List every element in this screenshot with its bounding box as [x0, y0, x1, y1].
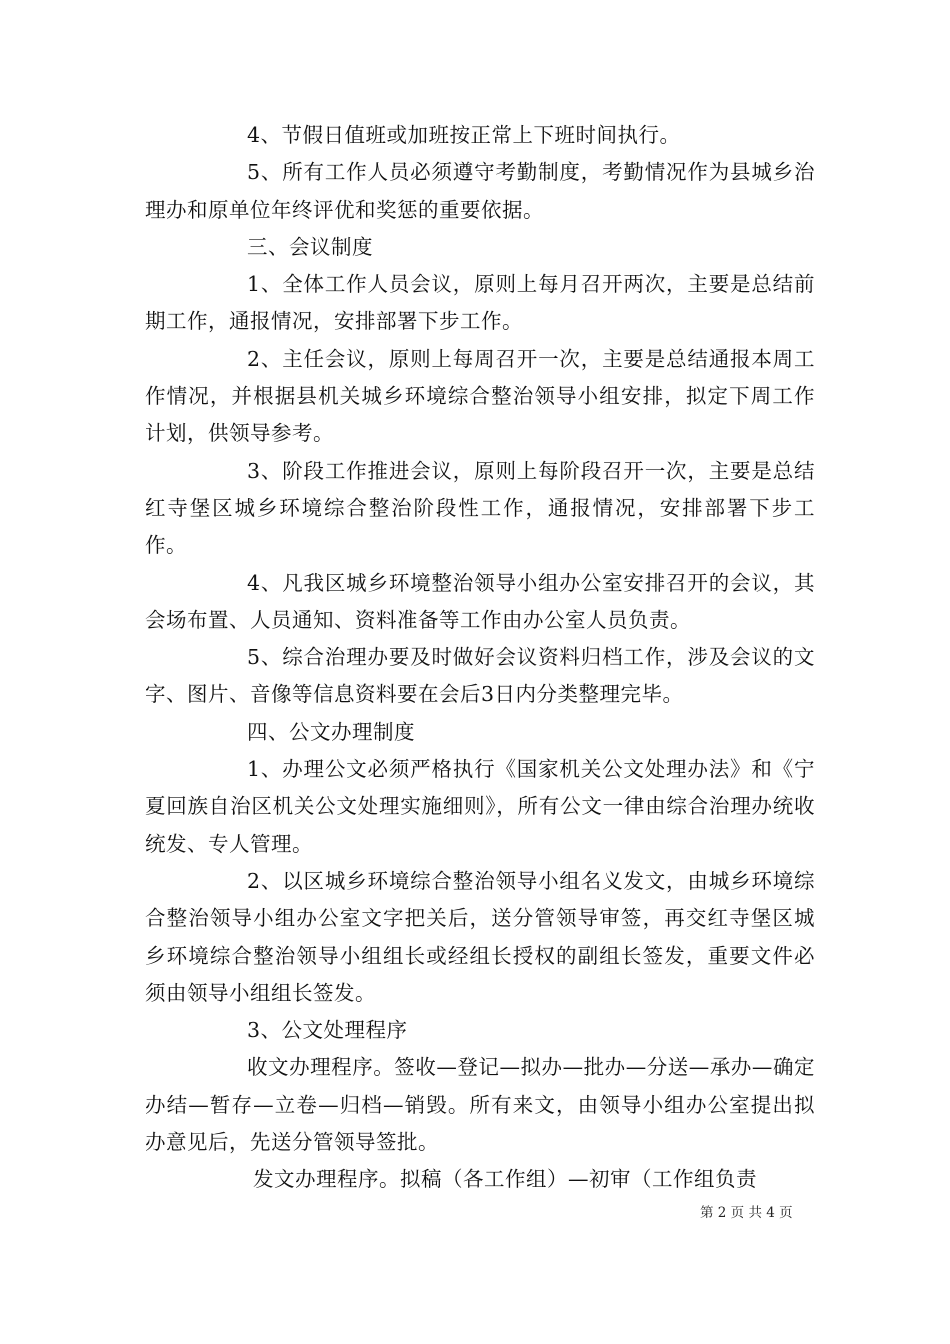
paragraph-document-1: 1、办理公文必须严格执行《国家机关公文处理办法》和《宁夏回族自治区机关公文处理实施细则》，所有公文一律由综合治理办统收统发、专人管理。: [145, 757, 815, 856]
paragraph-attendance-4: 4、节假日值班或加班按正常上下班时间执行。: [247, 123, 681, 147]
paragraph-receiving-procedure: 收文办理程序。签收—登记—拟办—批办—分送—承办—确定办结—暂存—立卷—归档—销毁。所有来文，由领导小组办公室提出拟办意见后，先送分管领导签批。: [145, 1055, 815, 1155]
paragraph-meeting-1: 1、全体工作人员会议，原则上每月召开两次，主要是总结前期工作，通报情况，安排部署下步工作。: [145, 272, 815, 334]
paragraph-meeting-5: 5、综合治理办要及时做好会议资料归档工作，涉及会议的文字、图片、音像等信息资料要在会后3日内分类整理完毕。: [145, 645, 815, 707]
paragraph-meeting-2: 2、主任会议，原则上每周召开一次，主要是总结通报本周工作情况，并根据县机关城乡环境综合整治领导小组安排，拟定下周工作计划，供领导参考。: [145, 346, 815, 446]
paragraph-document-2: 2、以区城乡环境综合整治领导小组名义发文，由城乡环境综合整治领导小组办公室文字把关后，送分管领导审签，再交红寺堡区城乡环境综合整治领导小组组长或经组长授权的副组长签发，重要文件必须由领导小组组长签发。: [145, 868, 815, 1005]
paragraph-meeting-4: 4、凡我区城乡环境整治领导小组办公室安排召开的会议，其会场布置、人员通知、资料准备等工作由办公室人员负责。: [145, 570, 815, 632]
paragraph-sending-procedure: 发文办理程序。拟稿（各工作组）—初审（工作组负责: [253, 1167, 757, 1192]
page-number-footer: 第 2 页 共 4 页: [700, 1205, 793, 1221]
paragraph-attendance-5: 5、所有工作人员必须遵守考勤制度，考勤情况作为县城乡治理办和原单位年终评优和奖惩的重要依据。: [145, 160, 815, 222]
heading-meeting-system: 三、会议制度: [247, 234, 373, 259]
paragraph-meeting-3: 3、阶段工作推进会议，原则上每阶段召开一次，主要是总结红寺堡区城乡环境综合整治阶段性工作，通报情况，安排部署下步工作。: [145, 458, 815, 558]
paragraph-document-3: 3、公文处理程序: [247, 1018, 408, 1043]
heading-document-handling: 四、公文办理制度: [247, 719, 415, 744]
document-body: [145, 117, 815, 1199]
